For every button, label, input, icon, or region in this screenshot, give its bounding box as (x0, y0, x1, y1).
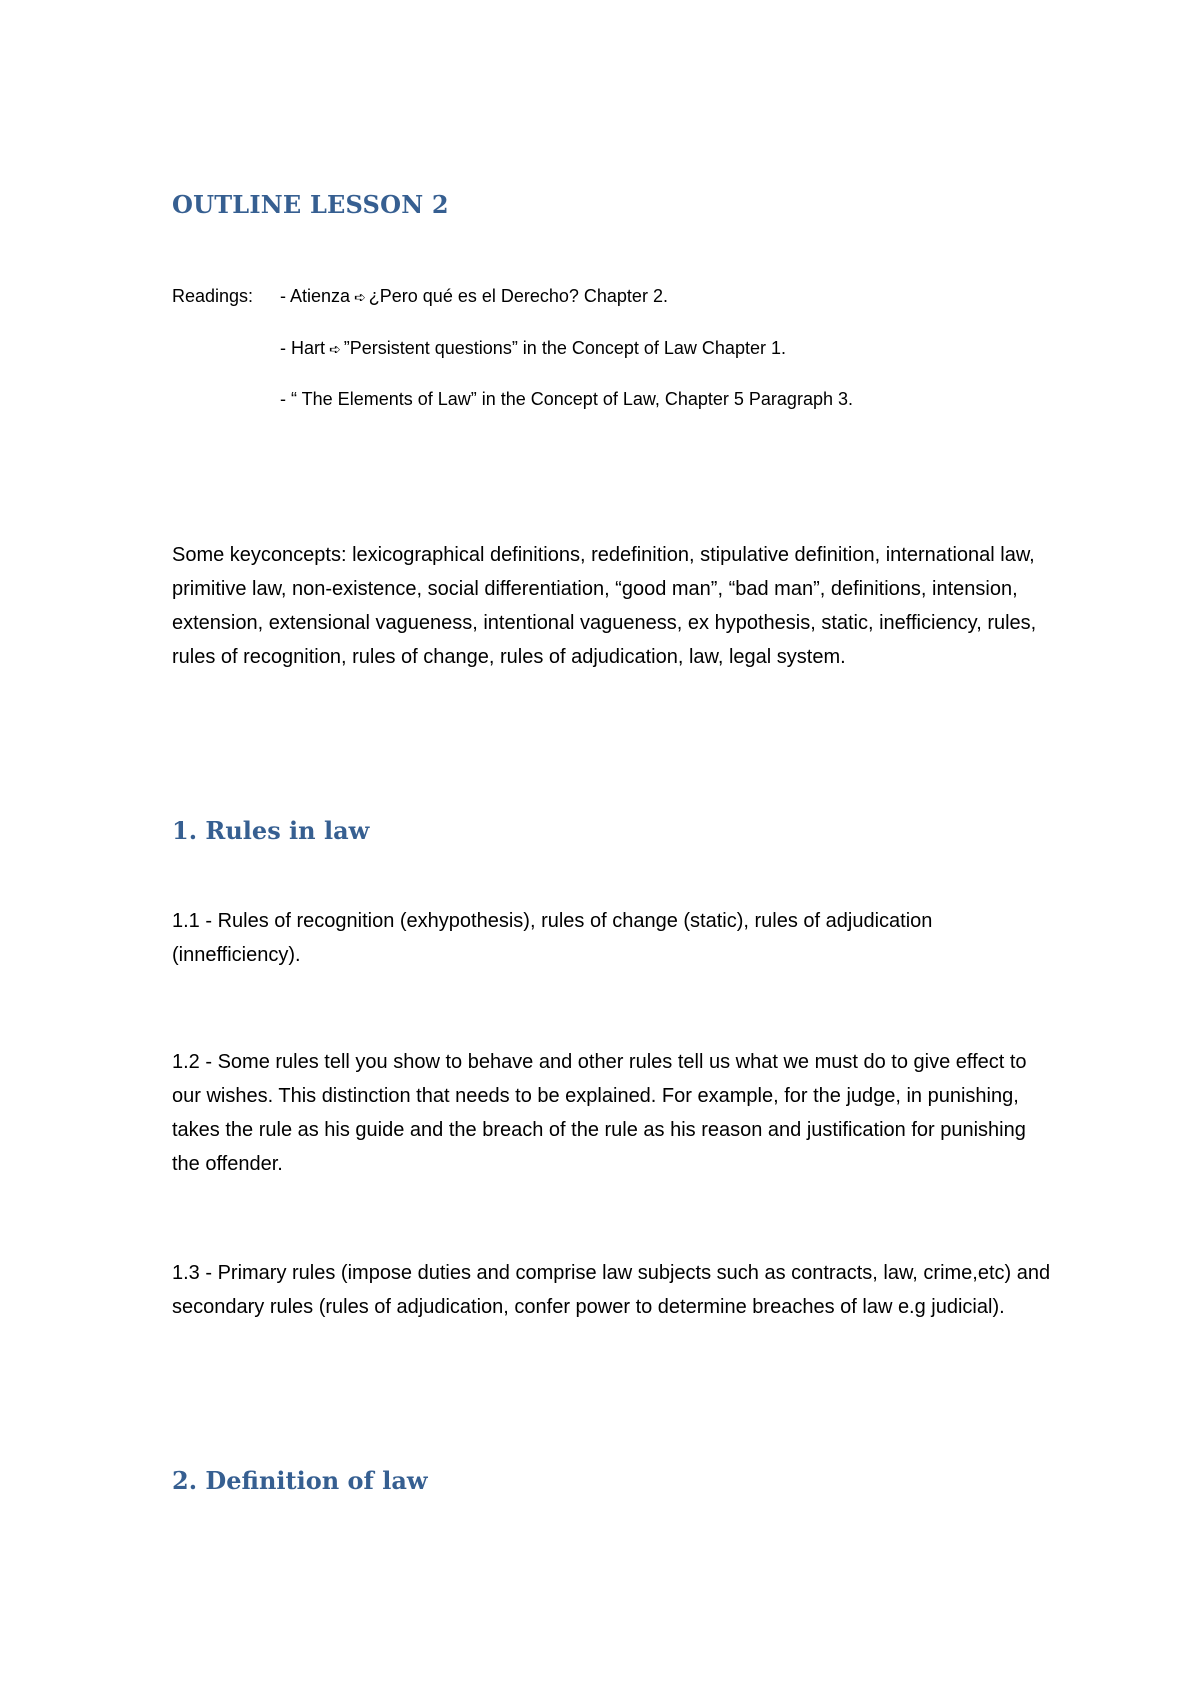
reading-prefix: - Hart (280, 338, 325, 358)
reading-text: ”Persistent questions” in the Concept of Law Chapter 1. (343, 338, 786, 358)
arrow-icon: ➪ (354, 289, 366, 305)
reading-text: ¿Pero qué es el Derecho? Chapter 2. (368, 286, 668, 306)
paragraph-1-2: 1.2 - Some rules tell you show to behave and other rules tell us what we must do to give effect to our wishes. This distinction that needs to be explained. For example, for the judge, in punishing, takes the rule as his guide and the breach of the rule as his reason and justification for punishing the offender. (172, 1051, 1027, 1175)
reading-item (280, 389, 853, 410)
arrow-icon: ➪ (329, 341, 341, 357)
paragraph-1-1: 1.1 - Rules of recognition (exhypothesis), rules of change (static), rules of adjudication (innefficiency). (172, 910, 933, 966)
document-title: OUTLINE LESSON 2 (172, 190, 449, 219)
readings-label: Readings: (172, 286, 254, 306)
reading-item (280, 286, 668, 307)
reading-prefix: - Atienza (280, 286, 351, 306)
section-heading-rules-in-law: 1. Rules in law (172, 816, 370, 845)
keyconcepts-paragraph: Some keyconcepts: lexicographical definitions, redefinition, stipulative definition, international law, primitive law, non-existence, social differentiation, “good man”, “bad man”, definitions, intension, extension, extensional vagueness, intentional vagueness, ex hypothesis, static, inefficiency, rules, rules of recognition, rules of change, rules of adjudication, law, legal system. (172, 544, 1037, 668)
reading-item (280, 338, 786, 359)
reading-text: - “ The Elements of Law” in the Concept of Law, Chapter 5 Paragraph 3. (280, 389, 853, 409)
section-heading-definition-of-law: 2. Definition of law (172, 1466, 428, 1495)
paragraph-1-3: 1.3 - Primary rules (impose duties and comprise law subjects such as contracts, law, crime,etc) and secondary rules (rules of adjudication, confer power to determine breaches of law e.g judicial). (172, 1262, 1051, 1318)
